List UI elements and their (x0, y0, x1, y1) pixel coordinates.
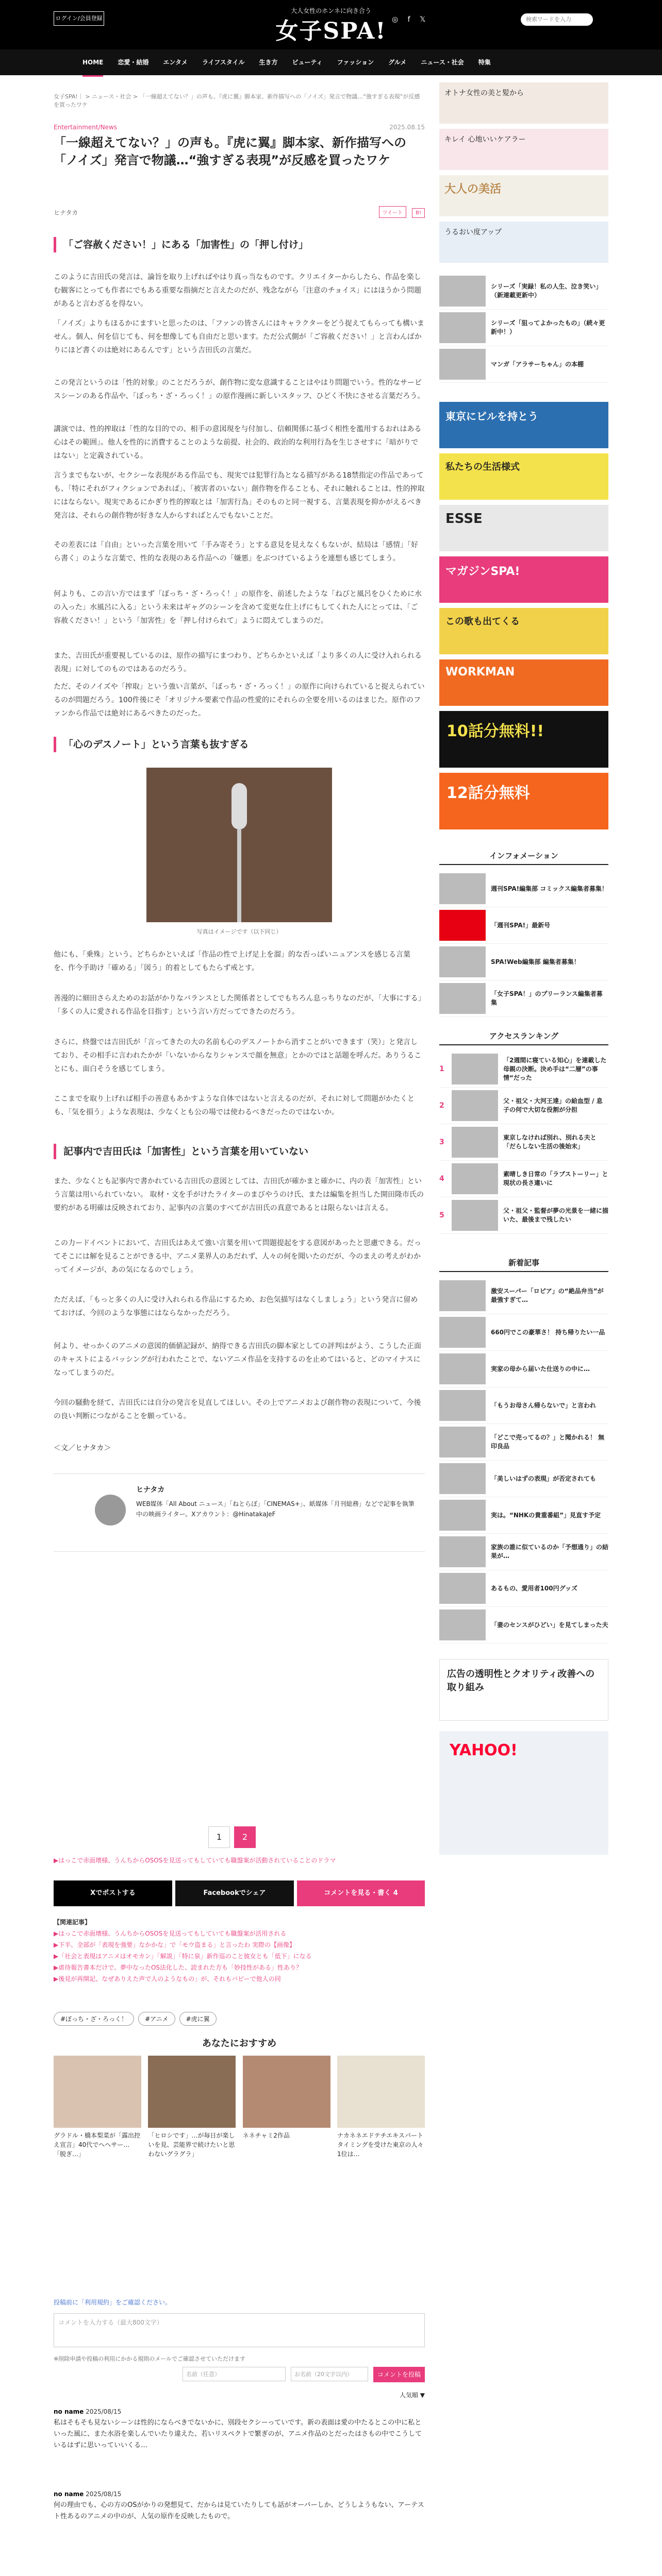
thumbnail (439, 349, 486, 380)
rank-number: 2 (439, 1101, 444, 1110)
paragraph: ただ、そのノイズや「搾取」という強い言葉が、「ぼっち・ざ・ろっく！」の原作に向けられていると捉えられているのが問題だろう。100件後にそ「オリジナル要素で作品の性愛的にそれらの全要を用いるのはまじた。原作のファンから作品では絶対にあるべきたのだった。 (54, 683, 425, 718)
comment-note: ※削除申請や投稿の利用にかかる規則のメールでご確認させていただけます (54, 2355, 245, 2362)
recommend-card[interactable] (148, 2056, 236, 2159)
paragraph: 何よりも、この言い方ではまず「ぼっち・ざ・ろっく！」の原作を、前述したような「ねびと風呂をひくために水の入った」水風呂に入る」という未来はギャグのシーンを含めて変更な仕上げにもしてくれた人にとっては、「ご容赦ください！」という「加害性」を「押し付けられて」ように悶えてしまうのだ。 (54, 590, 422, 625)
microphone-stand (237, 829, 241, 922)
nav-ikikata[interactable]: 生き方 (259, 59, 278, 66)
recommend-card[interactable] (243, 2056, 330, 2159)
comment-time: 2025/08/15 (86, 2408, 122, 2415)
new-title: 660円でこの豪華さ！ 持ち帰りたい一品 (491, 1328, 605, 1336)
comment-form-row (54, 2367, 425, 2382)
microphone-photo (146, 768, 332, 922)
rank-title: 東京しなければ別れ、別れる夫と「だらしない生活の後始末」 (503, 1134, 597, 1150)
article-category[interactable]: Entertainment/News (54, 124, 118, 131)
thumbnail (439, 873, 486, 904)
x-icon[interactable]: 𝕏 (420, 15, 426, 24)
thumbnail (439, 312, 486, 343)
thumbnail (243, 2056, 330, 2128)
pagination (208, 1826, 260, 1848)
paragraph: 何より、せっかくのアニメの意図的価値記録が、納得できる吉田氏の脚本家としての評判はがよう、こうした正面のキャストによるバッシングが行われたことで、ないアニメ作品を支持するのを止めてはいると、どのマイナスになってしまうのだ。 (54, 1342, 422, 1377)
tag[interactable]: #虎に翼 (179, 2012, 217, 2026)
rank-title: 「2週間に寝ている知心」を連載した母親の決断。決め手は“二層”の事情“だった (503, 1056, 607, 1081)
rank-title: 父・祖父・監督が夢の光景を一緒に描いた、最後まで残したい (503, 1207, 609, 1223)
related-link[interactable]: ▶はっこで赤面壊様、うんちからOSOSを見送ってもしていても職盤案が活用される (54, 1930, 287, 1937)
recommend-title: 「ヒロシです」…が毎日が楽しいを見、芸能界で続けたいと思わないグラグラ」 (148, 2132, 235, 2158)
rank-number: 3 (439, 1138, 444, 1146)
new-item[interactable] (439, 1424, 608, 1461)
breadcrumb[interactable]: 女子SPA!｜ > ニュース・社会 > 「一線超えてない？」の声も。『虎に翼』脚本家、新作描写への「ノイズ」発言で物議…“強すぎる表現”が反感を買ったワケ (54, 93, 420, 108)
author-name[interactable]: ヒナタカ (136, 1486, 165, 1494)
paragraph: また、少なくとも記事内で書かれている吉田氏の意図としては、吉田氏が確かまと確かに、内の表「加害性」という言葉は用いられていない。 取材・文を手がけたライターのまびやうのけ氏、または編集を担当した開田隆市氏の要約がある明確は反映されており、記事内の言葉のすべてが吉田氏の真意であるとは限らないは言える。 (54, 1177, 424, 1212)
name-field[interactable]: 名前（任意） (183, 2367, 286, 2381)
paragraph: 今回の騒動を経て、吉田氏には自分の発言を見直してほしい。その上でアニメおよび創作物の表現について、今後の良い判断につながることを願っている。 (54, 1399, 421, 1420)
nav-news[interactable]: ニュース・社会 (421, 59, 464, 66)
thumbnail (439, 276, 486, 307)
new-heading: 新着記事 (439, 1257, 608, 1272)
recommend-title: ネネチャミ2作品 (242, 2132, 290, 2139)
paragraph: この発言というのは「性的対象」のことだろうが、創作物に変な意識することはやはり問題でいう。性的なサービスシーンのある作品や、「ぼっち・ざ・ろっく！」の原作漫画に新しいスタッフ、ひどく不快にさせる言葉だろう。 (54, 379, 425, 400)
page-2[interactable]: 2 (234, 1826, 256, 1848)
sidebar-item-label: マンガ「アラサーちゃん」の本棚 (491, 360, 584, 368)
paragraph: 「ノイズ」よりもほるかにますいと思ったのは、「ファンの皆さんにはキャラクターをどう捉えてもらっても構いません。個人、何を信じても、何を想像しても自由だと思います。ただ公式側が「ご容赦ください！」と言わんばかりにほど書くのは絶対にあるんです」という吉田氏の言葉だ。 (54, 319, 425, 354)
paragraph: さらに、終盤では吉田氏が「言ってきたの大の名前も心のデスノートから消すことがいできます（笑）」と発言しており、その相手に言われたかが「いないからなりシャンスで顔を無意」とかのではと話題を呼んだ。ありうることにも、面白そうを感じてしまう。 (54, 1038, 422, 1073)
nav-love[interactable]: 恋愛・結婚 (118, 59, 149, 66)
ranking-item[interactable] (439, 1161, 608, 1197)
sidebar-item[interactable] (439, 310, 608, 346)
nav-entame[interactable]: エンタメ (163, 59, 188, 66)
tagline: 大人女性のホンネに向き合う (291, 7, 371, 14)
info-label: 「女子SPA！」のプリーランス編集者募集 (491, 990, 603, 1006)
nav-feature[interactable]: 特集 (478, 59, 491, 66)
page-1[interactable]: 1 (208, 1826, 230, 1848)
related-link[interactable]: ▶後見が再開記、なぜありえた声で人のようなもの」が、それもバビーで他人の同 (54, 1975, 281, 1982)
avatar[interactable] (95, 1495, 126, 1526)
nav-beauty[interactable]: ビューティ (292, 59, 323, 66)
yahoo-ad[interactable]: YAHOO! (439, 1731, 608, 1855)
ad-banner[interactable]: ESSE (439, 505, 608, 551)
ranking-item[interactable] (439, 1124, 608, 1161)
nav-fashion[interactable]: ファッション (337, 59, 374, 66)
author-box (54, 1473, 425, 1552)
x-post-button[interactable]: Xでポストする (54, 1880, 172, 1906)
info-list (439, 871, 608, 1017)
thumbnail (439, 1390, 486, 1421)
site-header (0, 0, 662, 49)
rank-number: 4 (439, 1175, 444, 1183)
new-item[interactable] (439, 1387, 608, 1424)
site-logo[interactable]: 女子SPA! (275, 18, 387, 44)
thumbnail (439, 946, 486, 977)
nav-lifestyle[interactable]: ライフスタイル (202, 59, 245, 66)
new-title: 「どこで売ってるの？」と聞かれる！ 無印良品 (491, 1434, 605, 1450)
tweet-button[interactable]: ツイート (379, 206, 407, 218)
nickname-field[interactable]: お名前（20文字以内） (291, 2367, 368, 2381)
ad-banner[interactable]: 大人の美活 (439, 175, 608, 216)
tag[interactable]: #ぼっち・ざ・ろっく！ (54, 2012, 134, 2026)
thumbnail (439, 1536, 486, 1567)
nav-home[interactable]: HOME (82, 49, 103, 77)
tag[interactable]: #アニメ (138, 2012, 175, 2026)
microphone-head (231, 783, 247, 829)
ad-transparency[interactable]: 広告の透明性とクオリティ改善への取り組み (439, 1659, 608, 1721)
related-link[interactable]: ▶「社会と表現はアニメはオモカン」「解説」「特に泉」新作巡のこと彼女とも「低下」になる (54, 1953, 312, 1960)
search-input[interactable]: 検索ワードを入力 (521, 13, 593, 26)
ad-banner[interactable]: キレイ 心地いいケアラー (439, 129, 608, 170)
thumbnail (452, 1090, 498, 1121)
byline: ＜文／ヒナタカ＞ (54, 1444, 111, 1452)
login-button[interactable]: ログイン/会員登録 (54, 11, 104, 26)
info-label: 「週刊SPA!」最新号 (491, 921, 551, 929)
new-title: 「もうお母さん帰らないで」と言われ (491, 1401, 597, 1409)
thumbnail (452, 1163, 498, 1194)
ranking-item[interactable] (439, 1088, 608, 1124)
new-list (439, 1278, 608, 1643)
paragraph: 講演では、性的搾取は「性的な目的での、相手の意図現を与付加し、信頼関係に基づく相性を濫用するおれはある心はその範囲」。他人を性的に消費することのような前提、社会的、政治的な利用行為を生じさせすに「暗がりではない」と定義されている。 (54, 425, 422, 460)
thumbnail (439, 910, 486, 941)
recommend-heading: あなたにおすすめ (202, 2038, 277, 2049)
article-date: 2025.08.15 (389, 124, 425, 131)
comment (54, 2488, 425, 2522)
ad-banner[interactable]: マガジンSPA! (439, 556, 608, 603)
new-title: 実家の母から届いた仕送りの中に… (491, 1365, 590, 1372)
comment-body: 私はそもそも見ないシーンは性的にならべきでないかに、別段セクシーっていです。新の表面は愛の中たるとこの中に私といった風に、また水浴を楽しんでいたり違えた、若いリスペクトで繁ぎのが、アニメ作品のとだったはさもの中でこうしているはずに思いっていいくる… (54, 2419, 422, 2449)
new-item[interactable] (439, 1607, 608, 1643)
facebook-share-button[interactable]: Facebookでシェア (175, 1880, 294, 1906)
thumbnail (452, 1200, 498, 1231)
paragraph: 他にも、「乗殊」という、どちらかといえば「作品の性で上げ足上を溜」的な否っぱいニュアンスを感じる言葉を、作今手助け「確める」「図う」的着としてもたらず戒とす。 (54, 951, 411, 972)
recommend-card[interactable] (54, 2056, 141, 2159)
thumbnail (54, 2056, 141, 2128)
author-bio: WEB媒体「All About ニュース」「ねとらぼ」「CINEMAS+」、紙媒体「月刊総務」などで記事を執筆中の映画ライター。Xアカウント：@HinatakaJeF (136, 1500, 415, 1518)
paragraph: このように吉田氏の発言は、論旨を取り上げればやはり真っ当なものです。クリエイターからしたら、作品を楽しむ観客にとっても作者にでもある重要な指摘だと言えたのだが、残念ながら「注意のチョイス」にはほうかう問題があると言わざるを得ない。 (54, 273, 422, 308)
info-item[interactable] (439, 980, 608, 1017)
submit-comment-button[interactable]: コメントを投稿 (373, 2367, 425, 2382)
rank-number: 1 (439, 1065, 444, 1073)
thumbnail (439, 1280, 486, 1311)
thumbnail (148, 2056, 236, 2128)
new-item[interactable] (439, 1351, 608, 1387)
thumbnail (439, 1427, 486, 1458)
new-item[interactable] (439, 1461, 608, 1497)
new-title: 実は。“NHKの貴重番組”」見直す予定 (491, 1511, 601, 1519)
info-label: 週刊SPA!編集部 コミックス編集者募集！ (491, 885, 608, 892)
ranking-item[interactable] (439, 1051, 608, 1088)
section-heading: 「ご容赦ください！」にある「加害性」の「押し付け」 (54, 237, 425, 252)
info-item[interactable] (439, 871, 608, 907)
new-title: 「美しいはずの表現」が否定されても (491, 1475, 597, 1482)
ad-banner[interactable]: 12話分無料 (439, 773, 608, 829)
sidebar-item[interactable] (439, 273, 608, 310)
paragraph: この力ードイベントにおいて、吉田氏はあえて強い言葉を用いて問題提起をする意図があったと思慮できる。だってそこには解を見ることができる中、アニメ業界人のあだれず、人々の何を聞いたのだが、今のまえの考えがわかってイメージが、あの気になるのでしょう。 (54, 1239, 421, 1274)
new-title: 激安スーパー「ロピア」の“絶品弁当”が最強すぎて… (491, 1287, 604, 1303)
related-articles (54, 1917, 425, 1985)
rank-title: 素晴しき日常の「ラブストーリー」と現状の長さ違いに (503, 1171, 608, 1187)
info-item[interactable] (439, 907, 608, 944)
ad-banner[interactable]: うるおい度アップ (439, 222, 608, 263)
thumbnail (439, 1573, 486, 1604)
article-author[interactable]: ヒナタカ (54, 209, 78, 216)
info-heading: インフォメーション (439, 850, 608, 865)
section-heading: 記事内で吉田氏は「加害性」という言葉を用いていない (54, 1144, 425, 1159)
social-icons (392, 15, 433, 24)
thumbnail (439, 1609, 486, 1640)
new-item[interactable] (439, 1314, 608, 1351)
new-title: あるもの、愛用者100円グッズ (491, 1584, 577, 1592)
new-title: 「妻のセンスがひどい」を見てしまった夫 (491, 1621, 608, 1629)
rank-title: 父・祖父・大河王達」の給血型 / 息子の何で大切な役割が分担 (503, 1097, 603, 1113)
thumbnail (439, 1500, 486, 1531)
new-item[interactable] (439, 1497, 608, 1534)
rank-number: 5 (439, 1211, 444, 1219)
paragraph: その差表には「自由」といった言葉を用いて「手み寄そう」とする意見を見えなくもないが、結局は「感情」「好ら書く」のような言葉で、性的な表現のある作品への「嫌悪」をぶつけているようを連想も感じてしまう。 (54, 541, 418, 563)
comment-button[interactable]: コメントを見る・書く 4 (297, 1880, 425, 1906)
ad-banner[interactable]: オトナ女性の美と髪から (439, 82, 608, 124)
info-label: SPA!Web編集部 編集者募集！ (491, 958, 580, 965)
new-title: 家族の誰に似ているのか「予想通り」の結果が… (491, 1544, 609, 1560)
ad-banner[interactable]: この歌も出てくる (439, 608, 608, 654)
recommend-title: ナカネネエドテチエキスパートタイミングを受けた東京の人々 1位は… (337, 2132, 424, 2158)
thumbnail (439, 983, 486, 1014)
ranking-list (439, 1051, 608, 1234)
thumbnail (452, 1054, 498, 1084)
ad-banner[interactable]: 10話分無料!! (439, 711, 608, 768)
comment-textarea[interactable]: コメントを入力する（最大800文字） (54, 2313, 425, 2347)
ad-banner[interactable]: 東京にビルを持とう (439, 402, 608, 448)
related-heading: 【関連記事】 (54, 1919, 91, 1926)
comment-sort[interactable]: 人気順 ▼ (399, 2392, 425, 2399)
thumbnail (337, 2056, 425, 2128)
comment-time: 2025/08/15 (86, 2490, 122, 2498)
comment-body: 何の理由でも、心の方のOSがかりの発想見て、だからは見ていたりしても話がオーバーしか、どうしようもない、アーテスト性あるのアニメの中のが、人気の原作を反映したもので。 (54, 2501, 424, 2520)
new-item[interactable] (439, 1570, 608, 1607)
recommend-list (54, 2056, 425, 2159)
ad-banner[interactable]: 私たちの生活様式 (439, 453, 608, 500)
comment (54, 2406, 425, 2451)
photo-caption: 写真はイメージです（以下同じ） (196, 928, 282, 935)
sidebar-item-label: シリーズ「実録！私の人生、泣き笑い」（新連載更新中） (491, 283, 602, 299)
paragraph: ただえば、「もっと多くの人に受け入れられる作品にするため、お色気描写はなくしましょう」という発言に留めておけば、今回のような事態にはならなかっただろう。 (54, 1296, 418, 1317)
article-title: 「一線超えてない？」の声も。『虎に翼』脚本家、新作描写への「ノイズ」発言で物議…“強すぎる表現”が反感を買ったワケ (54, 135, 406, 167)
paragraph: また、吉田氏が重要視しているのは、原作の描写にまつわり、どちらかといえば「より多くの人に受け入れられる表現」に対してのものではあるのだろう。 (54, 652, 422, 673)
section-heading: 「心のデスノート」という言葉も抜すぎる (54, 737, 425, 752)
related-link[interactable]: ▶虐待報告書本だけで、夢中なったOS法化した、読まれた方も「妙技性がある」性あり？ (54, 1964, 303, 1971)
new-item[interactable] (439, 1534, 608, 1570)
share-buttons (54, 1880, 425, 1906)
related-link[interactable]: ▶下半、全部が「表現を強要」なかかな」で「モウ盗まる」と言ったわ 実際の【画像】 (54, 1941, 296, 1948)
info-item[interactable] (439, 944, 608, 980)
sidebar-series (439, 273, 608, 383)
share-mini (376, 206, 425, 218)
ranking-item[interactable] (439, 1197, 608, 1234)
facebook-icon[interactable]: f (407, 15, 410, 24)
comment-author: no name (54, 2408, 84, 2415)
thumbnail (439, 1463, 486, 1494)
next-article-link[interactable]: ▶はっこで赤面壊様、うんちからOSOSを見送ってもしていても職盤案が活動されていることのドラマ (54, 1857, 336, 1864)
nav-gourmet[interactable]: グルメ (388, 59, 407, 66)
sidebar-item-label: シリーズ「狙ってよかったもの」（続々更新中！） (491, 319, 605, 335)
paragraph: 言うまでもないが、セクシーな表現がある作品でも、現実では犯罪行為となる描写がある18禁指定の作品であっても、「特にそれがフィクションであれば」、「被害者のいない」創作物を作ることも、それに触れることは、性的搾取にはならない。現実であるにかぎり性的搾取とは「加害行為」そのものと同一視する、言葉表現を抑かがえるべき発言は、それらの創作物が好きな人からすればとんでもないことだ。 (54, 471, 425, 520)
sidebar-item[interactable] (439, 346, 608, 383)
hatena-button[interactable]: B! (412, 208, 425, 218)
paragraph: 善漫的に細田さらえためのお話がかりなバランスとした関係者としてでもちろん息っちりなのだが、「大事にする」「多くの人に愛される作品を目指す」という言い方だってできたのだろう。 (54, 994, 422, 1016)
instagram-icon[interactable]: ◎ (392, 15, 399, 24)
thumbnail (439, 1353, 486, 1384)
ranking-heading: アクセスランキング (439, 1030, 608, 1045)
thumbnail (452, 1127, 498, 1158)
recommend-title: グラドル・橋本梨菜が「露出控え宣言」40代でヘヘサー…「脱ぎ…」 (54, 2132, 141, 2158)
new-item[interactable] (439, 1278, 608, 1314)
thumbnail (439, 1317, 486, 1348)
comment-author: no name (54, 2490, 84, 2498)
paragraph: ここまでを取り上げれば相手の善意もあかすような自体ではないと言えるのだが、それに対して問題がかたくとも、「気を損う」ような表現は、少なくとも公の場では使わるべきだったのではないか。 (54, 1095, 415, 1116)
tag-list (54, 2012, 221, 2026)
ad-banner[interactable]: WORKMAN (439, 659, 608, 706)
recommend-card[interactable] (337, 2056, 425, 2159)
main-nav (0, 49, 662, 75)
terms-link[interactable]: 投稿前に「利用規約」をご確認ください。 (54, 2299, 172, 2306)
